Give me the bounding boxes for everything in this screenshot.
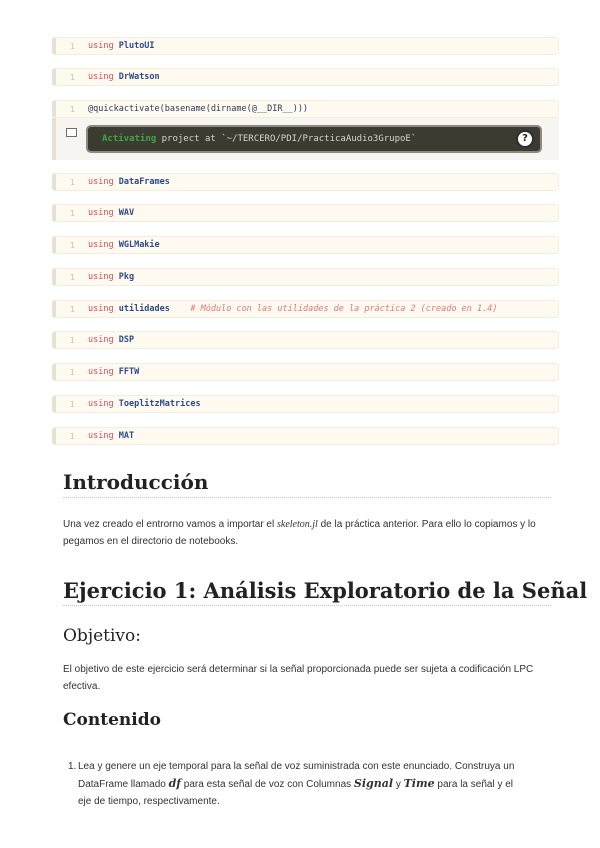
line-number: 1 (70, 368, 75, 377)
code-text[interactable]: @quickactivate(basename(dirname(@__DIR__))) (88, 104, 309, 114)
code-text[interactable]: using DrWatson (88, 72, 160, 82)
code-comment: # Módulo con las utilidades de la práctica 2 (creado en 1.4) (190, 304, 498, 314)
section-title-introduccion: Introducción (63, 470, 209, 494)
section-title-ejercicio-1: Ejercicio 1: Análisis Exploratorio de la Señal (63, 578, 588, 603)
code-text[interactable]: using DSP (88, 335, 135, 345)
line-number: 1 (70, 178, 75, 187)
subsection-title-objetivo: Objetivo: (63, 626, 141, 646)
list-item: 1. Lea y genere un eje temporal para la señal de voz suministrada con este enunciado. Construya un DataFrame llamado df para esta señal de voz con Columnas Signal y Time para la señal y el eje de tiempo, respectivamente. (68, 761, 515, 807)
line-number: 1 (70, 432, 75, 441)
divider (63, 605, 551, 606)
code-text[interactable]: using PlutoUI (88, 41, 155, 51)
objetivo-paragraph: El objetivo de este ejercicio será determinar si la señal proporcionada puede ser sujeta a codificación LPC efectiva. (63, 664, 534, 692)
code-cell-mat[interactable] (52, 427, 559, 445)
code-cell-quickactivate[interactable] (52, 100, 559, 118)
terminal-text: Activating project at `~/TERCERO/PDI/PracticaAudio3GrupoE` (102, 134, 417, 144)
terminal-output (86, 125, 542, 153)
code-cell-plutoui[interactable] (52, 37, 559, 55)
line-number: 1 (70, 42, 75, 51)
code-text[interactable]: using WAV (88, 208, 135, 218)
line-number: 1 (70, 273, 75, 282)
code-cell-pkg[interactable] (52, 268, 559, 286)
code-text[interactable]: using DataFrames (88, 177, 170, 187)
subsection-title-contenido: Contenido (63, 710, 161, 730)
line-number: 1 (70, 209, 75, 218)
code-cell-dsp[interactable] (52, 331, 559, 349)
line-number: 1 (70, 336, 75, 345)
divider (63, 497, 551, 498)
code-text[interactable]: using WGLMakie (88, 240, 160, 250)
intro-paragraph: Una vez creado el entrorno vamos a importar el skeleton.jl de la práctica anterior. Para ello lo copiamos y lo pegamos en el directorio de notebooks. (63, 519, 536, 547)
code-text[interactable]: using Pkg (88, 272, 135, 282)
code-cell-utilidades[interactable] (52, 300, 559, 318)
code-cell-wav[interactable] (52, 204, 559, 222)
code-cell-drwatson[interactable] (52, 68, 559, 86)
line-number: 1 (70, 305, 75, 314)
line-number: 1 (70, 241, 75, 250)
line-number: 1 (70, 73, 75, 82)
code-cell-toeplitzmatrices[interactable] (52, 395, 559, 413)
output-toggle-icon[interactable] (66, 128, 77, 137)
code-cell-wglmakie[interactable] (52, 236, 559, 254)
help-button-icon[interactable]: ? (516, 130, 534, 148)
line-number: 1 (70, 400, 75, 409)
code-cell-fftw[interactable] (52, 363, 559, 381)
code-cell-dataframes[interactable] (52, 173, 559, 191)
code-text[interactable]: using ToeplitzMatrices (88, 399, 201, 409)
code-text[interactable]: using utilidades # Módulo con las utilidades de la práctica 2 (creado en 1.4) (88, 304, 498, 314)
line-number: 1 (70, 105, 75, 114)
code-text[interactable]: using MAT (88, 431, 135, 441)
cell-output (52, 118, 559, 160)
code-text[interactable]: using FFTW (88, 367, 140, 377)
